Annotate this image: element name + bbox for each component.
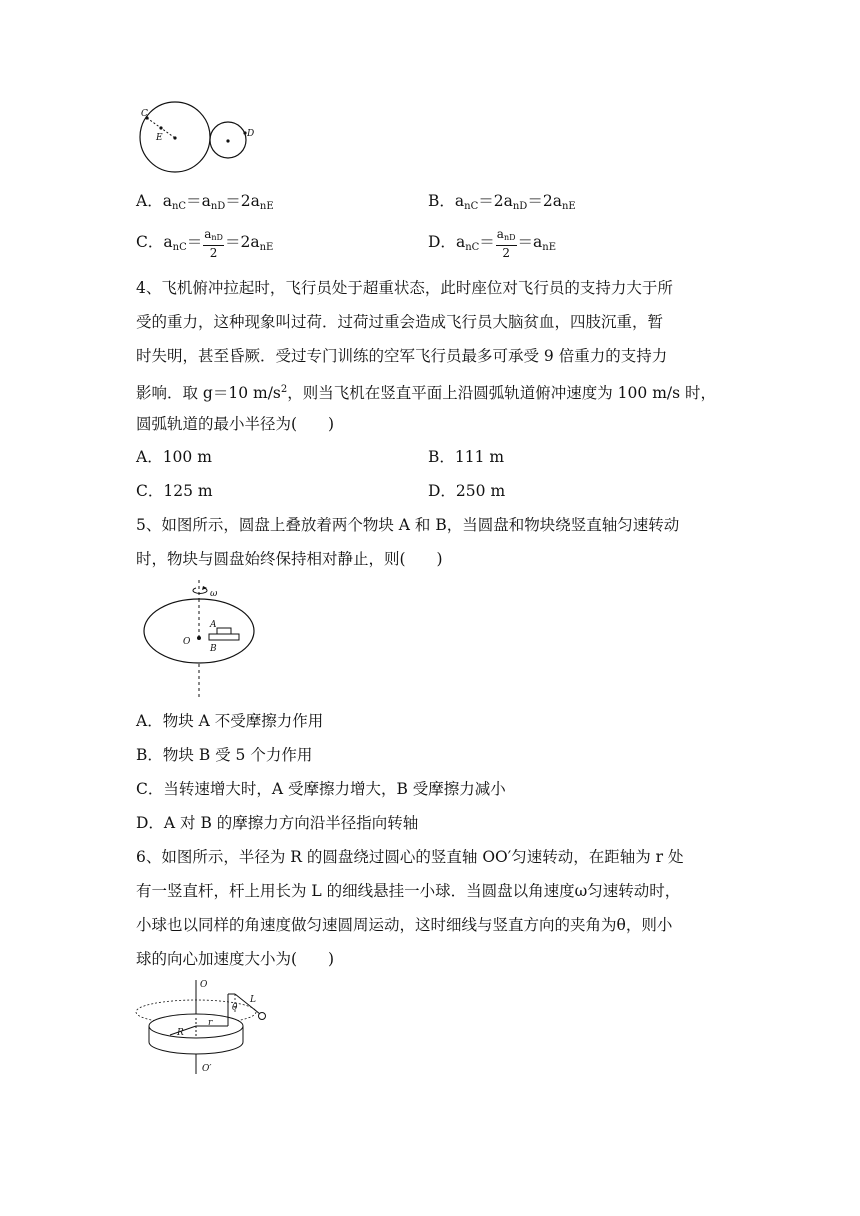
- label-a: A: [210, 620, 217, 630]
- q3-option-d: D．$a_{nC}=$ $\frac{a_{nD}}{2}$ $=a_{nE}$: [428, 226, 557, 260]
- q4-option-d: D．250 m: [428, 482, 506, 500]
- q5-option-a: A．物块 A 不受摩擦力作用: [136, 712, 324, 730]
- q4-line-5: 圆弧轨道的最小半径为( ): [136, 415, 335, 433]
- q6-line-4: 球的向心加速度大小为( ): [136, 950, 335, 968]
- label-r-big: R: [177, 1028, 184, 1038]
- label-r-small: r: [208, 1018, 213, 1028]
- label-o-prime: O′: [202, 1064, 212, 1074]
- conical-pendulum-figure: [132, 978, 282, 1078]
- fraction: $\frac{a_{nD}}{2}$: [496, 226, 516, 260]
- q4-line-4: 影响．取 g＝10 $m/s^2$，则当飞机在竖直平面上沿圆弧轨道俯冲速度为 100 m/s 时，: [136, 384, 716, 403]
- label-c: C: [141, 109, 148, 119]
- label-l: L: [250, 995, 256, 1005]
- label-o-top: O: [200, 980, 208, 990]
- label-omega: ω: [210, 589, 218, 599]
- q4-option-b: B．111 m: [428, 448, 505, 466]
- label-b: B: [210, 644, 217, 654]
- q6-line-1: 6、如图所示，半径为 R 的圆盘绕过圆心的竖直轴 OO′匀速转动，在距轴为 r 处: [136, 848, 684, 866]
- two-circles-figure: [134, 100, 264, 180]
- label-d: D: [247, 129, 255, 139]
- q4-line-1: 4、飞机俯冲拉起时，飞行员处于超重状态，此时座位对飞行员的支持力大于所: [136, 279, 673, 297]
- q4-line-2: 受的重力，这种现象叫过荷．过荷过重会造成飞行员大脑贫血，四肢沉重，暂: [136, 313, 664, 331]
- q4-option-c: C．125 m: [136, 482, 213, 500]
- q5-line-2: 时，物块与圆盘始终保持相对静止，则( ): [136, 550, 443, 568]
- label-o: O: [183, 637, 191, 647]
- q6-line-2: 有一竖直杆，杆上用长为 L 的细线悬挂一小球．当圆盘以角速度ω匀速转动时，: [136, 882, 681, 900]
- q5-option-b: B．物块 B 受 5 个力作用: [136, 746, 313, 764]
- q4-option-a: A．100 m: [136, 448, 212, 466]
- q5-option-d: D．A 对 B 的摩擦力方向沿半径指向转轴: [136, 814, 419, 832]
- q4-line-3: 时失明，甚至昏厥．受过专门训练的空军飞行员最多可承受 9 倍重力的支持力: [136, 347, 668, 365]
- q3-option-a: A．$a_{nC}=a_{nD}=2a_{nE}$: [136, 192, 274, 212]
- fraction: $\frac{a_{nD}}{2}$: [204, 226, 223, 260]
- q6-line-3: 小球也以同样的角速度做匀速圆周运动，这时细线与竖直方向的夹角为θ，则小: [136, 916, 673, 934]
- q5-line-1: 5、如图所示，圆盘上叠放着两个物块 A 和 B，当圆盘和物块绕竖直轴匀速转动: [136, 516, 680, 534]
- q3-option-b: B．$a_{nC}=2a_{nD}=2a_{nE}$: [428, 192, 576, 212]
- q5-option-c: C．当转速增大时，A 受摩擦力增大，B 受摩擦力减小: [136, 780, 506, 798]
- label-theta: θ: [232, 1003, 238, 1013]
- q3-option-c: C．$a_{nC}=$ $\frac{a_{nD}}{2}$ $=2a_{nE}$: [136, 226, 274, 260]
- rotating-disc-figure: [140, 580, 260, 702]
- label-e: E: [156, 133, 163, 143]
